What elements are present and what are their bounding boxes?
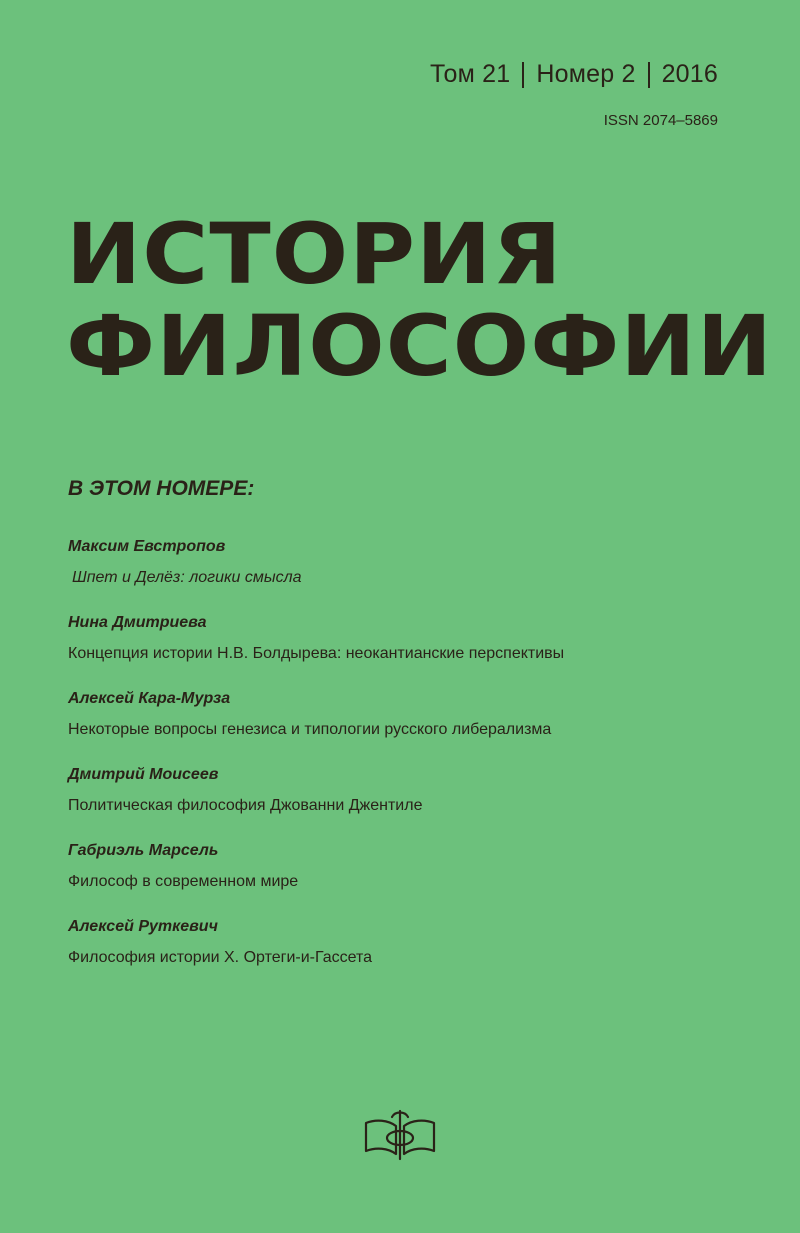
article-author: Максим Евстропов (68, 538, 226, 555)
article-item (68, 613, 768, 689)
article-list (68, 537, 768, 993)
article-title: Шпет и Делёз: логики смысла (72, 569, 302, 586)
journal-title (66, 205, 774, 395)
article-author: Дмитрий Моисеев (68, 766, 219, 783)
article-title: Концепция истории Н.В. Болдырева: неокантианские перспективы (68, 645, 565, 662)
separator (522, 62, 524, 88)
article-author: Алексей Руткевич (68, 918, 218, 935)
article-author: Нина Дмитриева (68, 614, 207, 631)
number-label: Номер 2 (536, 60, 636, 88)
article-author: Габриэль Марсель (68, 842, 219, 859)
in-issue-heading: В ЭТОМ НОМЕРЕ: (68, 477, 255, 500)
publisher-book-phi-icon (360, 1107, 440, 1161)
volume-label: Том 21 (430, 60, 511, 88)
journal-title-line-2: ФИЛОСОФИИ (66, 297, 774, 395)
separator (648, 62, 650, 88)
article-item (68, 765, 768, 841)
article-title: Философ в современном мире (68, 873, 299, 890)
article-item (68, 537, 768, 613)
issue-info (430, 60, 718, 89)
article-title: Некоторые вопросы генезиса и типологии русского либерализма (68, 721, 552, 738)
article-item (68, 917, 768, 993)
article-title: Политическая философия Джованни Джентиле (68, 797, 423, 814)
year-label: 2016 (661, 60, 718, 88)
article-item (68, 841, 768, 917)
issn-label: ISSN 2074–5869 (603, 112, 718, 129)
article-author: Алексей Кара-Мурза (68, 690, 231, 707)
article-title: Философия истории Х. Ортеги-и-Гассета (68, 949, 373, 966)
article-item (68, 689, 768, 765)
journal-title-line-1: ИСТОРИЯ (66, 205, 563, 303)
